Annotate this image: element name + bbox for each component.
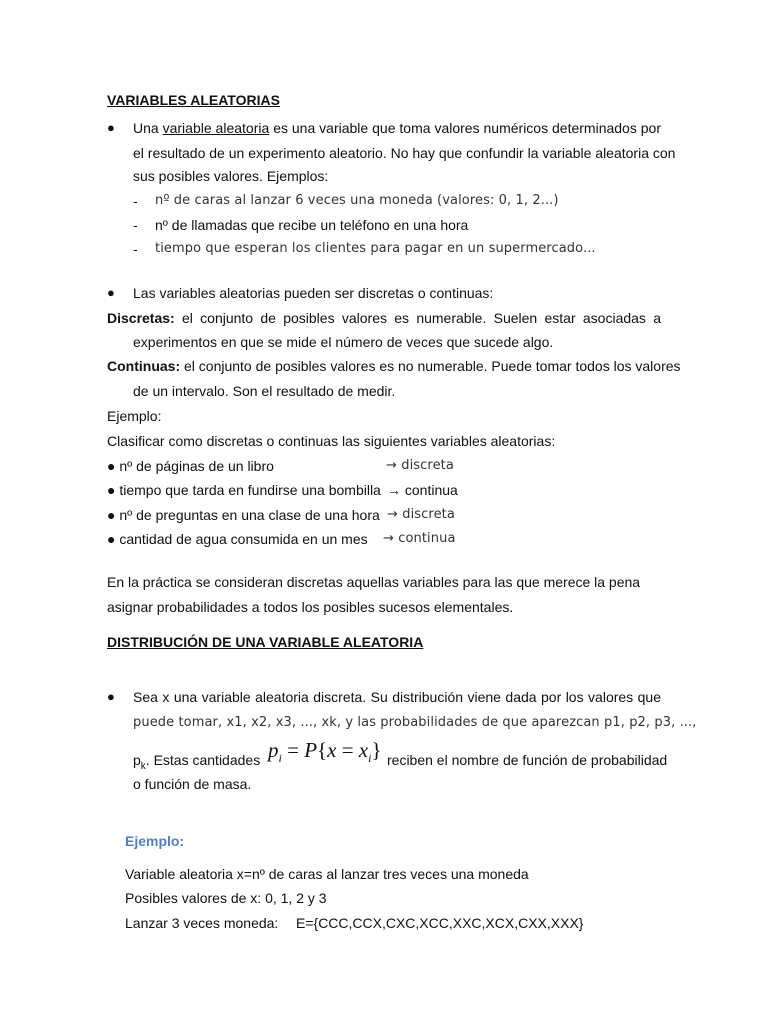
distribution-line-3-pre: $p_k$. Estas cantidades: [133, 752, 261, 772]
continuas-line-2: de un intervalo. Son el resultado de medir.: [133, 383, 396, 399]
distribution-line-4: o función de masa.: [133, 776, 252, 792]
classify-item: ● cantidad de agua consumida en un mes: [107, 531, 368, 547]
classify-answer: → discreta: [387, 507, 455, 522]
classify-item: ● nº de preguntas en una clase de una hora: [107, 507, 380, 523]
dash-icon: -: [133, 217, 138, 233]
classify-text: Clasificar como discretas o continuas las siguientes variables aleatorias:: [107, 433, 556, 449]
example-line-3-value: E={CCC,CCX,CXC,XCC,XXC,XCX,CXX,XXX}: [296, 915, 584, 931]
bullet-icon: ●: [107, 120, 115, 135]
practice-line-2: asignar probabilidades a todos los posibles sucesos elementales.: [107, 599, 514, 615]
example-item: nº de caras al lanzar 6 veces una moneda (valores: 0, 1, 2...): [155, 193, 559, 208]
example-item: nº de llamadas que recibe un teléfono en una hora: [155, 217, 469, 233]
bullet-icon: ●: [107, 689, 115, 704]
intro-line-2: el resultado de un experimento aleatorio. No hay que confundir la variable aleatoria con: [133, 145, 676, 161]
classify-item: ● tiempo que tarda en fundirse una bombilla: [107, 482, 381, 498]
dash-icon: -: [133, 241, 138, 257]
section-title-variables: VARIABLES ALEATORIAS: [107, 92, 280, 108]
example-item: tiempo que esperan los clientes para pagar en un supermercado...: [155, 241, 596, 256]
distribution-line-2: puede tomar, x1, x2, x3, ..., xk, y las probabilidades de que aparezcan p1, p2, p3, ...,: [133, 715, 697, 730]
classify-answer: → continua: [387, 482, 458, 498]
discretas-label: Discretas:: [107, 310, 175, 326]
discretas-line-1: Discretas: el conjunto de posibles valores es numerable. Suelen estar asociadas a: [107, 310, 661, 326]
example-line-3-label: Lanzar 3 veces moneda:: [125, 915, 279, 931]
types-intro: Las variables aleatorias pueden ser discretas o continuas:: [133, 285, 494, 301]
discretas-line-2: experimentos en que se mide el número de veces que sucede algo.: [133, 334, 554, 350]
term-variable-aleatoria: variable aleatoria: [162, 120, 270, 136]
example-heading: Ejemplo:: [125, 833, 185, 849]
example-line-2: Posibles valores de x: 0, 1, 2 y 3: [125, 890, 327, 906]
intro-line-1: Una variable aleatoria es una variable que toma valores numéricos determinados por: [133, 120, 661, 136]
ejemplo-label: Ejemplo:: [107, 408, 162, 424]
dash-icon: -: [133, 193, 138, 209]
example-line-1: Variable aleatoria x=nº de caras al lanzar tres veces una moneda: [125, 866, 529, 882]
distribution-line-1: Sea x una variable aleatoria discreta. Su distribución viene dada por los valores que: [133, 689, 661, 705]
classify-item: ● nº de páginas de un libro: [107, 458, 274, 474]
classify-answer: → discreta: [386, 458, 454, 473]
probability-formula: $p_i = P\{x = x_i\}$: [268, 738, 382, 766]
continuas-line-1: Continuas: el conjunto de posibles valores es no numerable. Puede tomar todos los valores: [107, 358, 681, 374]
practice-line-1: En la práctica se consideran discretas aquellas variables para las que merece la pena: [107, 574, 641, 590]
section-title-distribucion: DISTRIBUCIÓN DE UNA VARIABLE ALEATORIA: [107, 634, 424, 650]
continuas-label: Continuas:: [107, 358, 181, 374]
intro-line-3: sus posibles valores. Ejemplos:: [133, 168, 329, 184]
distribution-line-3-post: reciben el nombre de función de probabilidad: [387, 752, 668, 768]
classify-answer: → continua: [383, 531, 456, 546]
bullet-icon: ●: [107, 285, 115, 300]
